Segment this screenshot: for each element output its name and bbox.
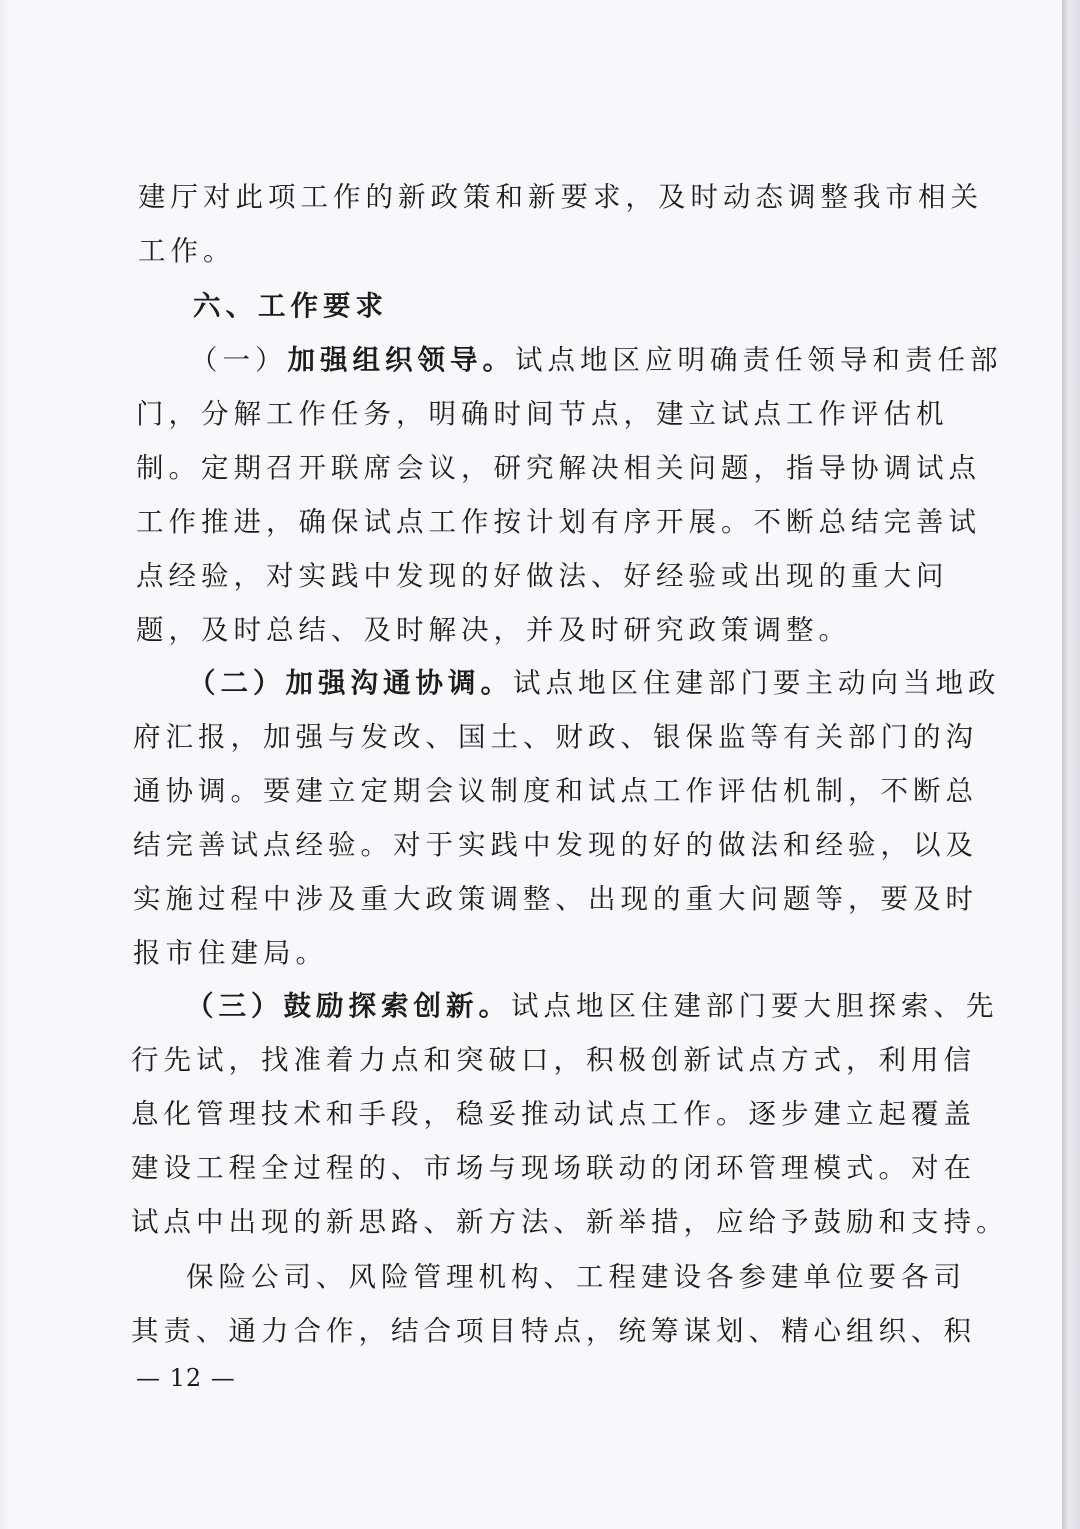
paragraph-first-line [188,668,1001,698]
text-line: 其责、通力合作，结合项目特点，统筹谋划、精心组织、积 [131,1315,976,1347]
page-number: — 12 — [136,1364,236,1392]
paragraph-first-line [190,345,1003,375]
text-line: 门，分解工作任务，明确时间节点，建立试点工作评估机 [136,398,949,430]
item-text: 试点地区住建部门要主动向当地政 [513,667,1001,699]
paragraph-first-line [186,991,999,1021]
text-line: 建设工程全过程的、市场与现场联动的闭环管理模式。对在 [131,1152,976,1184]
item-text: 试点地区住建部门要大胆探索、先 [511,990,999,1022]
text-line: 保险公司、风险管理机构、工程建设各参建单位要各司 [186,1261,966,1293]
text-line: 建厅对此项工作的新政策和新要求，及时动态调整我市相关 [138,181,983,213]
text-line: 实施过程中涉及重大政策调整、出现的重大问题等，要及时 [133,883,978,915]
item-text: 试点地区应明确责任领导和责任部 [515,344,1003,376]
item-heading: 加强组织领导。 [287,344,515,376]
text-line: 报市住建局。 [133,937,328,969]
item-number: （一） [190,344,288,376]
text-line: 府汇报，加强与发改、国土、财政、银保监等有关部门的沟 [133,721,978,753]
text-line: 工作推进，确保试点工作按计划有序开展。不断总结完善试 [136,506,981,538]
item-heading: （三）鼓励探索创新。 [186,990,511,1022]
text-line: 息化管理技术和手段，稳妥推动试点工作。逐步建立起覆盖 [131,1098,976,1130]
section-heading: 六、工作要求 [193,290,388,322]
text-line: 制。定期召开联席会议，研究解决相关问题，指导协调试点 [136,452,981,484]
text-line: 通协调。要建立定期会议制度和试点工作评估机制，不断总 [133,775,978,807]
text-line: 工作。 [138,235,236,267]
text-line: 结完善试点经验。对于实践中发现的好的做法和经验，以及 [133,829,978,861]
scan-edge [1062,0,1080,1529]
text-line: 题，及时总结、及时解决，并及时研究政策调整。 [136,614,851,646]
text-line: 行先试，找准着力点和突破口，积极创新试点方式，利用信 [131,1044,976,1076]
text-line: 试点中出现的新思路、新方法、新举措，应给予鼓励和支持。 [131,1206,1009,1238]
text-line: 点经验，对实践中发现的好做法、好经验或出现的重大问 [136,560,949,592]
item-heading: （二）加强沟通协调。 [188,667,513,699]
page-left-edge [0,0,10,1529]
